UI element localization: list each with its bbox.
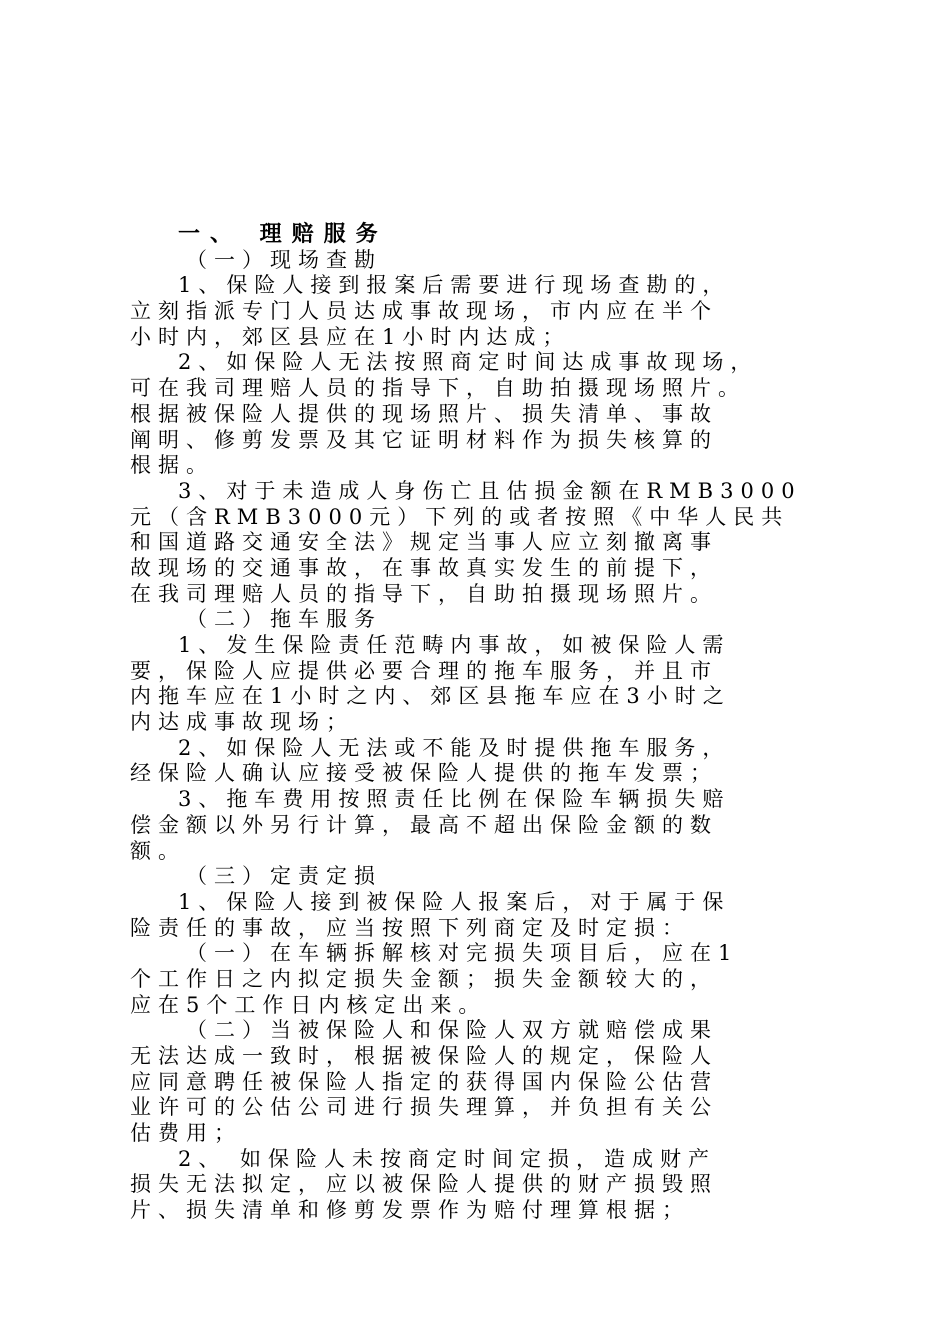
paragraph-line: 应同意聘任被保险人指定的获得国内保险公估营 — [130, 1069, 718, 1094]
paragraph-line: 在我司理赔人员的指导下，自助拍摄现场照片。 — [130, 581, 718, 606]
paragraph-line: 小时内，郊区县应在1小时内达成； — [130, 324, 571, 349]
paragraph-line: 3、拖车费用按照责任比例在保险车辆损失赔 — [178, 787, 731, 812]
paragraph-line: 1、保险人接到被保险人报案后，对于属于保 — [178, 889, 731, 914]
paragraph-line: 2、如保险人无法或不能及时提供拖车服务， — [178, 735, 731, 760]
paragraph-line: 立刻指派专门人员达成事故现场，市内应在半个 — [130, 299, 718, 324]
paragraph-line: 内达成事故现场； — [130, 710, 354, 735]
document-body — [130, 222, 830, 1224]
subsection-heading: （二）拖车服务 — [186, 607, 382, 632]
paragraph-line: 根据被保险人提供的现场照片、损失清单、事故 — [130, 401, 718, 426]
paragraph-line: 1、发生保险责任范畴内事故，如被保险人需 — [178, 633, 731, 657]
paragraph-line: 2、 如保险人未按商定时间定损，造成财产 — [178, 1146, 717, 1171]
paragraph-line: 业许可的公估公司进行损失理算，并负担有关公 — [130, 1095, 718, 1120]
subsection-heading: （一）现场查勘 — [186, 247, 382, 272]
paragraph-line: 阐明、修剪发票及其它证明材料作为损失核算的 — [130, 427, 718, 452]
paragraph-line: 额。 — [130, 838, 186, 863]
paragraph-line: 1、保险人接到报案后需要进行现场查勘的， — [178, 273, 731, 298]
paragraph-line: 元（含RMB3000元）下列的或者按照《中华人民共 — [130, 504, 790, 529]
paragraph-line: 应在5个工作日内核定出来。 — [130, 992, 487, 1017]
paragraph-line: 内拖车应在1小时之内、郊区县拖车应在3小时之 — [130, 684, 731, 709]
paragraph-line: 无法达成一致时，根据被保险人的规定，保险人 — [130, 1044, 718, 1068]
paragraph-line: 经保险人确认应接受被保险人提供的拖车发票； — [130, 761, 718, 786]
subsection-heading: （三）定责定损 — [186, 864, 382, 889]
section-heading: 一、 理赔服务 — [178, 221, 388, 247]
paragraph-line: 故现场的交通事故，在事故真实发生的前提下， — [130, 555, 718, 580]
paragraph-line: 偿金额以外另行计算，最高不超出保险金额的数 — [130, 812, 718, 837]
paragraph-line: （一）在车辆拆解核对完损失项目后，应在1 — [186, 941, 739, 966]
paragraph-line: 2、如保险人无法按照商定时间达成事故现场， — [178, 350, 759, 375]
paragraph-line: 要，保险人应提供必要合理的拖车服务，并且市 — [130, 658, 718, 683]
paragraph-line: 险责任的事故，应当按照下列商定及时定损： — [130, 915, 690, 940]
paragraph-line: 个工作日之内拟定损失金额；损失金额较大的， — [130, 966, 718, 991]
paragraph-line: 根据。 — [130, 453, 214, 478]
paragraph-line: 估费用； — [130, 1121, 242, 1146]
paragraph-line: （二）当被保险人和保险人双方就赔偿成果 — [186, 1018, 718, 1043]
paragraph-line: 3、对于未造成人身伤亡且估损金额在RMB3000 — [178, 478, 802, 503]
paragraph-line: 损失无法拟定，应以被保险人提供的财产损毁照 — [130, 1172, 718, 1197]
paragraph-line: 和国道路交通安全法》规定当事人应立刻撤离事 — [130, 530, 718, 555]
paragraph-line: 可在我司理赔人员的指导下，自助拍摄现场照片。 — [130, 376, 746, 401]
paragraph-line: 片、损失清单和修剪发票作为赔付理算根据； — [130, 1198, 690, 1223]
